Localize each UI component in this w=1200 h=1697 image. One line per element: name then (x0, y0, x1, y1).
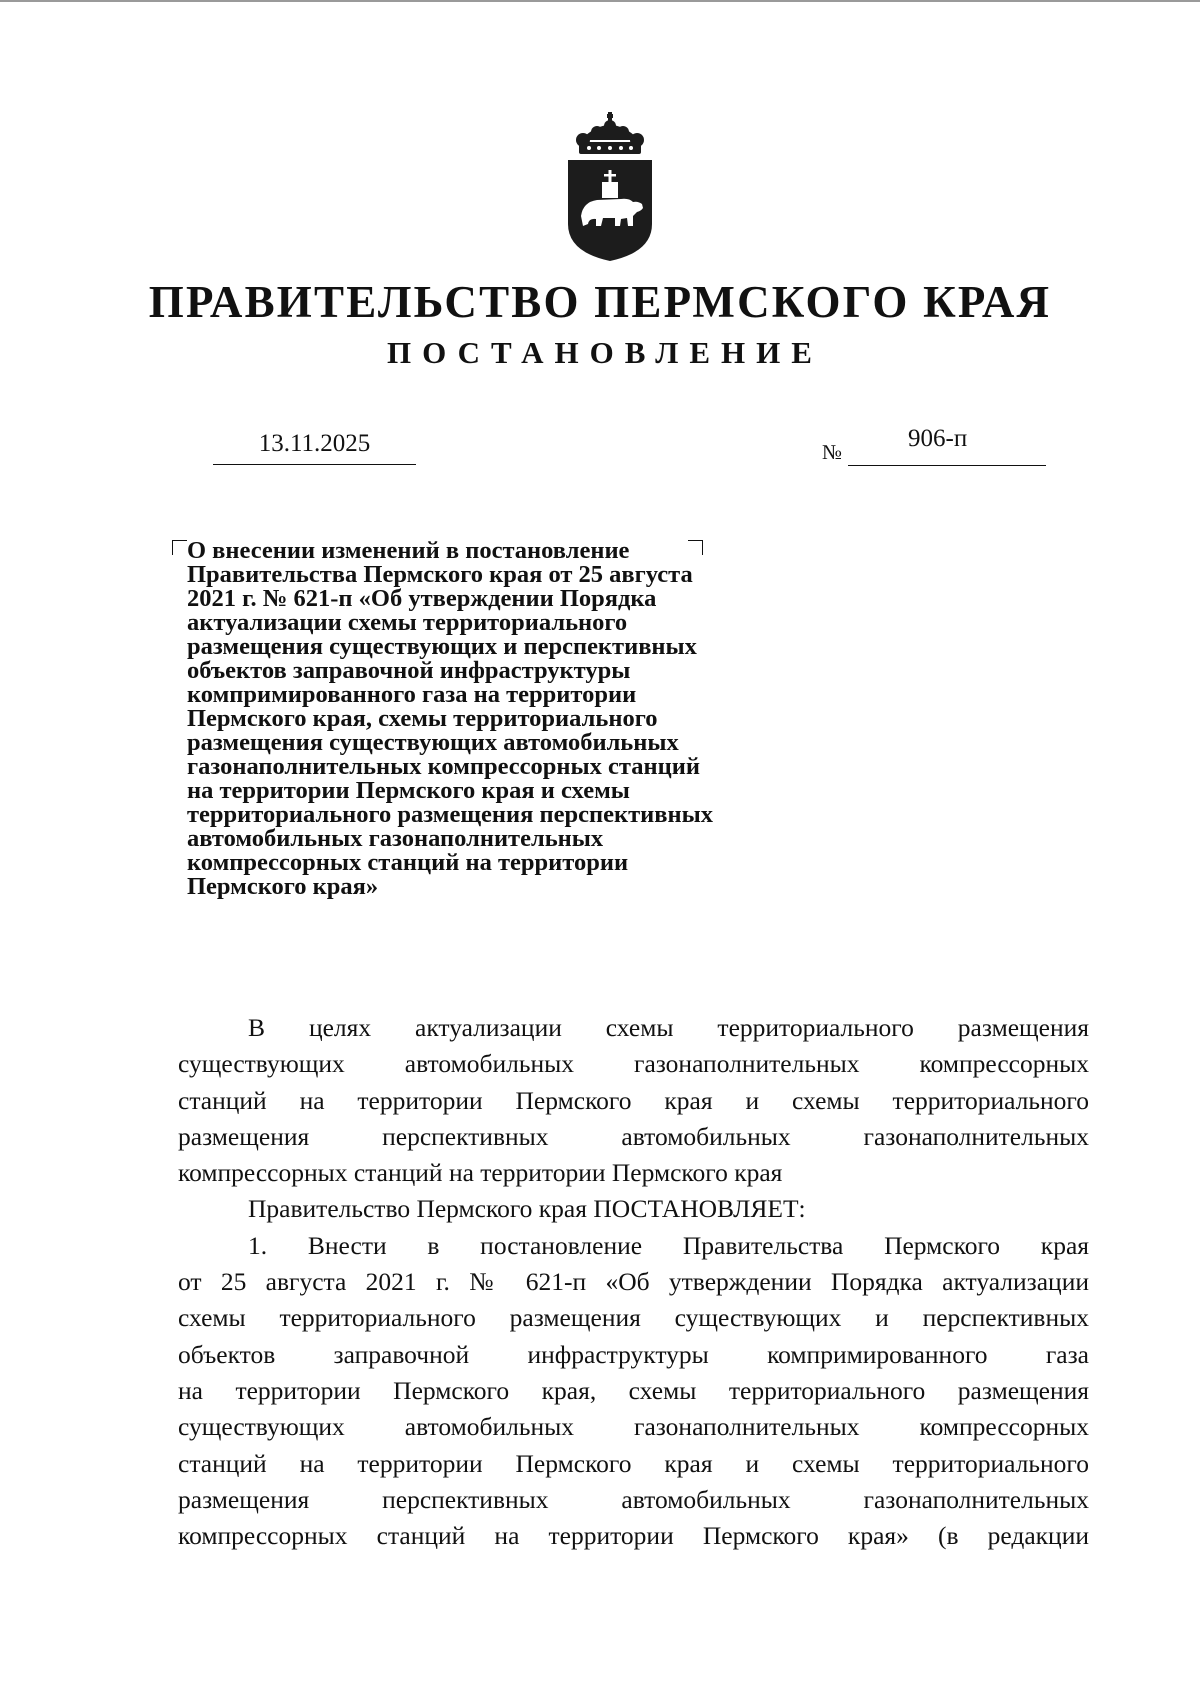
subject-line: актуализации схемы территориального (187, 609, 628, 636)
subject-line: автомобильных газонаполнительных (187, 825, 604, 852)
subject-line: Пермского края» (187, 873, 379, 900)
document-number (848, 421, 1046, 466)
perm-krai-coat-of-arms-icon (563, 112, 657, 262)
subject-line: на территории Пермского края и схемы (187, 777, 630, 804)
top-edge-rule (0, 0, 1200, 2)
body-line: на территории Пермского края, схемы территориального размещения (178, 1375, 1089, 1405)
body-line: компрессорных станций на территории Пермского края (178, 1158, 783, 1188)
body-line: компрессорных станций на территории Пермского края» (в редакции (178, 1521, 1089, 1551)
body-line: размещения перспективных автомобильных газонаполнительных (178, 1121, 1089, 1151)
number-sign: № (822, 440, 843, 464)
subject-corner-left (172, 540, 187, 555)
subject-line: компрессорных станций на территории (187, 849, 629, 876)
document-type: ПОСТАНОВЛЕНИЕ (387, 335, 823, 370)
subject-line: 2021 г. № 621-п «Об утверждении Порядка (187, 585, 657, 612)
subject-line: Правительства Пермского края от 25 августа (187, 561, 693, 588)
body-line: существующих автомобильных газонаполнительных компрессорных (178, 1412, 1089, 1442)
document-subject (187, 539, 807, 899)
subject-line: О внесении изменений в постановление (187, 537, 630, 564)
body-line: станций на территории Пермского края и схемы территориального (178, 1085, 1089, 1115)
body-line: размещения перспективных автомобильных газонаполнительных (178, 1484, 1089, 1514)
body-line: В целях актуализации схемы территориального размещения (248, 1013, 1089, 1042)
body-line: схемы территориального размещения существующих и перспективных (178, 1303, 1089, 1333)
body-line: станций на территории Пермского края и схемы территориального (178, 1448, 1089, 1478)
body-line: 1. Внести в постановление Правительства Пермского края (248, 1230, 1089, 1260)
body-line: Правительство Пермского края ПОСТАНОВЛЯЕТ: (248, 1194, 806, 1224)
subject-line: газонаполнительных компрессорных станций (187, 753, 700, 780)
subject-line: компримированного газа на территории (187, 681, 637, 708)
organization-title: ПРАВИТЕЛЬСТВО ПЕРМСКОГО КРАЯ (148, 277, 1052, 327)
document-body (178, 1010, 1089, 1554)
subject-line: объектов заправочной инфраструктуры (187, 657, 631, 684)
document-number-value: 906-п (908, 425, 968, 452)
subject-line: размещения существующих и перспективных (187, 633, 697, 660)
body-line: объектов заправочной инфраструктуры компримированного газа (178, 1339, 1089, 1369)
document-date: 13.11.2025 (213, 426, 416, 465)
subject-line: размещения существующих автомобильных (187, 729, 679, 756)
subject-line: Пермского края, схемы территориального (187, 705, 658, 732)
body-line: существующих автомобильных газонаполнительных компрессорных (178, 1049, 1089, 1079)
subject-line: территориального размещения перспективных (187, 801, 713, 828)
body-line: от 25 августа 2021 г. № 621-п «Об утверждении Порядка актуализации (178, 1267, 1089, 1297)
